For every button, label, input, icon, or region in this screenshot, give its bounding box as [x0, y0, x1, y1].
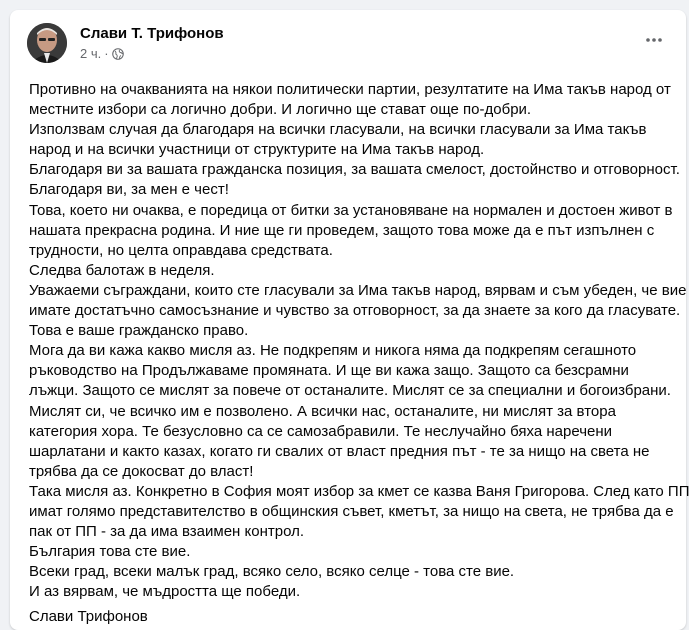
- post-text-line: народ и на всички участници от структурите на Има такъв народ.: [29, 141, 485, 159]
- post-meta: [80, 46, 124, 62]
- more-options-button[interactable]: [636, 28, 672, 52]
- post-text-line: Противно на очакванията на някои политически партии, резултатите на Има такъв народ от: [29, 81, 671, 98]
- globe-icon[interactable]: [112, 48, 124, 60]
- post-text-line: трудности, но целта оправдава средствата.: [29, 241, 333, 259]
- meta-separator: ·: [104, 46, 109, 61]
- post-text: [29, 80, 689, 602]
- post-text-line: България това сте вие.: [29, 543, 191, 561]
- post-text-line: Мога да ви кажа какво мисля аз. Не подкрепям и никога няма да подкрепям сегашното: [29, 342, 637, 360]
- post-text-line: Уважаеми съграждани, които сте гласували за Има такъв народ, вярвам и съм убеден, че вие: [29, 281, 687, 299]
- post-text-line: Всеки град, всеки малък град, всяко село, всяко селце - това сте вие.: [29, 563, 515, 581]
- post-text-line: шарлатани и както казах, когато ги свалих от власт предния път - те за нищо на света не: [29, 442, 650, 460]
- post-text-line: имат голямо представителство в общинския съвет, кметът, за нищо на света, не трябва да е: [29, 502, 674, 520]
- post-text-line: Това, което ни очаква, е поредица от битки за установяване на нормален и достоен живот в: [29, 201, 673, 219]
- post-text-line: местните избори са логично добри. И логично ще стават още по-добри.: [29, 101, 532, 119]
- post-text-line: Благодаря ви за вашата гражданска позиция, за вашата смелост, достойнство и отговорност.: [29, 161, 680, 179]
- post-text-line: Така мисля аз. Конкретно в София моят избор за кмет се казва Ваня Григорова. След като ПП: [29, 482, 689, 500]
- post-timestamp[interactable]: 2 ч.: [80, 46, 102, 61]
- post-signature: Слави Трифонов: [29, 608, 148, 625]
- post-text-line: категория хора. Те безусловно са се самозабравили. Те неслучайно бяха наречени: [29, 422, 613, 440]
- post-text-line: нашата прекрасна родина. И ние ще ги проведем, защото това може да е път изпълнен с: [29, 221, 655, 239]
- post-text-line: пак от ПП - за да има взаимен контрол.: [29, 523, 304, 541]
- post-text-line: ръководство на Продължаваме промяната. И ще ви кажа защо. Защото са безсрамни: [29, 362, 629, 380]
- post-text-line: Използвам случая да благодаря на всички гласували, на всички гласували за Има такъв: [29, 121, 647, 139]
- post-text-line: Благодаря ви, за мен е чест!: [29, 181, 229, 199]
- more-options-icon: [646, 38, 662, 42]
- post-text-line: И аз вярвам, че мъдростта ще победи.: [29, 583, 301, 601]
- avatar-portrait-icon: [27, 23, 67, 63]
- author-name[interactable]: Слави Т. Трифонов: [80, 25, 224, 42]
- post-text-line: Мислят си, че всичко им е позволено. А всички нас, останалите, ни мислят за втора: [29, 402, 616, 420]
- post-text-line: Следва балотаж в неделя.: [29, 261, 215, 279]
- post-text-line: трябва да се докосват до власт!: [29, 462, 254, 480]
- post-text-line: лъжци. Защото се мислят за повече от останалите. Мислят се за специални и богоизбрани.: [29, 382, 671, 400]
- post-card: [10, 10, 689, 630]
- post-text-line: имате достатъчно самосъзнание и чувство за отговорност, за да знаете за кого да гласувате.: [29, 302, 681, 320]
- avatar[interactable]: [27, 23, 67, 63]
- post-text-line: Това е ваше гражданско право.: [29, 322, 249, 340]
